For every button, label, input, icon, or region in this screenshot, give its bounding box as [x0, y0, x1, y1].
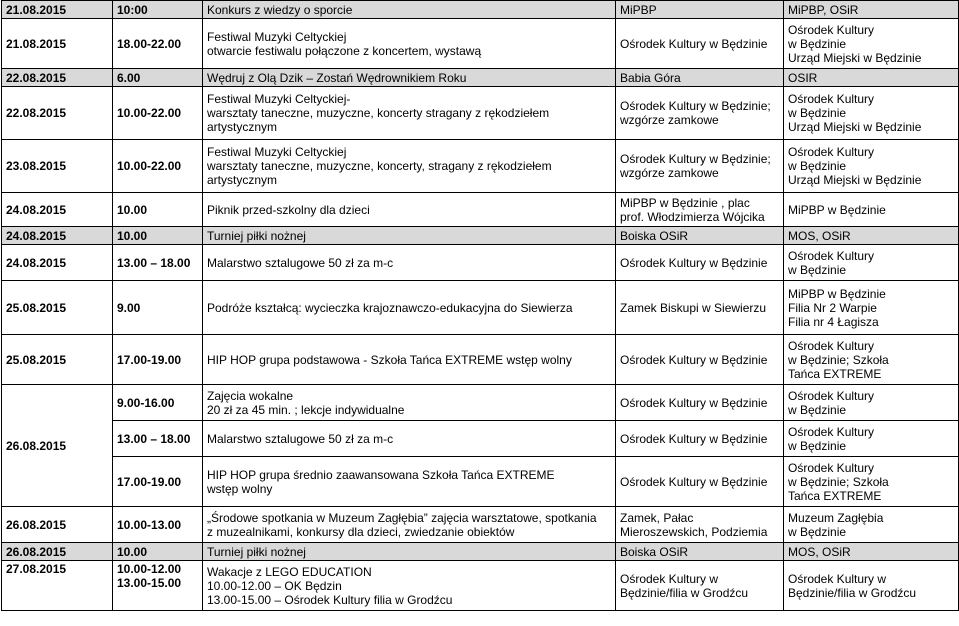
- date-cell: 22.08.2015: [2, 69, 113, 87]
- table-row: [2, 140, 959, 193]
- place-cell: Ośrodek Kultury w Będzinie: [616, 421, 784, 457]
- time-cell: 13.00 – 18.00: [113, 421, 203, 457]
- event-cell: Turniej piłki nożnej: [203, 227, 616, 245]
- organizer-cell: Ośrodek Kultury w Będzinie: [784, 385, 959, 421]
- time-cell: 18.00-22.00: [113, 19, 203, 69]
- place-cell: Zamek Biskupi w Siewierzu: [616, 281, 784, 335]
- table-row: [2, 385, 959, 421]
- date-cell: 26.08.2015: [2, 385, 113, 507]
- place-cell: Ośrodek Kultury w Będzinie: [616, 19, 784, 69]
- time-cell: 10.00-22.00: [113, 140, 203, 193]
- organizer-cell: Muzeum Zagłębia w Będzinie: [784, 507, 959, 543]
- table-row: [2, 1, 959, 19]
- place-cell: Boiska OSiR: [616, 227, 784, 245]
- organizer-cell: MiPBP w Będzinie Filia Nr 2 Warpie Filia nr 4 Łagisza: [784, 281, 959, 335]
- place-cell: Ośrodek Kultury w Będzinie; wzgórze zamkowe: [616, 87, 784, 140]
- event-cell: Malarstwo sztalugowe 50 zł za m-c: [203, 245, 616, 281]
- place-cell: Babia Góra: [616, 69, 784, 87]
- event-cell: Podróże kształcą: wycieczka krajoznawczo-edukacyjna do Siewierza: [203, 281, 616, 335]
- organizer-cell: Ośrodek Kultury w Będzinie; Szkoła Tańca EXTREME: [784, 335, 959, 385]
- table-row: [2, 245, 959, 281]
- date-cell: 21.08.2015: [2, 19, 113, 69]
- event-cell: Festiwal Muzyki Celtyckiej otwarcie festiwalu połączone z koncertem, wystawą: [203, 19, 616, 69]
- organizer-cell: Ośrodek Kultury w Będzinie: [784, 245, 959, 281]
- event-cell: Zajęcia wokalne 20 zł za 45 min. ; lekcje indywidualne: [203, 385, 616, 421]
- time-cell: 10.00: [113, 227, 203, 245]
- schedule-table: [1, 0, 959, 611]
- organizer-cell: Ośrodek Kultury w Będzinie Urząd Miejski w Będzinie: [784, 140, 959, 193]
- place-cell: Ośrodek Kultury w Będzinie; wzgórze zamkowe: [616, 140, 784, 193]
- event-cell: „Środowe spotkania w Muzeum Zagłębia” zajęcia warsztatowe, spotkania z muzealnikami, konkursy dla dzieci, zwiedzanie obiektów: [203, 507, 616, 543]
- date-cell: 24.08.2015: [2, 193, 113, 227]
- table-row: [2, 543, 959, 561]
- table-row: [2, 87, 959, 140]
- place-cell: Zamek, Pałac Mieroszewskich, Podziemia: [616, 507, 784, 543]
- event-cell: Konkurs z wiedzy o sporcie: [203, 1, 616, 19]
- date-cell: 25.08.2015: [2, 281, 113, 335]
- date-cell: 27.08.2015: [2, 561, 113, 611]
- event-cell: Turniej piłki nożnej: [203, 543, 616, 561]
- time-cell: 13.00 – 18.00: [113, 245, 203, 281]
- place-cell: MiPBP w Będzinie , plac prof. Włodzimierza Wójcika: [616, 193, 784, 227]
- place-cell: Boiska OSiR: [616, 543, 784, 561]
- table-row: [2, 69, 959, 87]
- time-cell: 6.00: [113, 69, 203, 87]
- table-row: [2, 335, 959, 385]
- organizer-cell: Ośrodek Kultury w Będzinie/filia w Grodźcu: [784, 561, 959, 611]
- time-cell: 10.00-12.00 13.00-15.00: [113, 561, 203, 611]
- organizer-cell: MOS, OSiR: [784, 543, 959, 561]
- date-cell: 23.08.2015: [2, 140, 113, 193]
- time-cell: 10:00: [113, 1, 203, 19]
- table-row: [2, 457, 959, 507]
- organizer-cell: Ośrodek Kultury w Będzinie Urząd Miejski w Będzinie: [784, 87, 959, 140]
- organizer-cell: OSIR: [784, 69, 959, 87]
- table-row: [2, 561, 959, 611]
- table-row: [2, 193, 959, 227]
- date-cell: 26.08.2015: [2, 543, 113, 561]
- time-cell: 9.00-16.00: [113, 385, 203, 421]
- event-cell: Piknik przed-szkolny dla dzieci: [203, 193, 616, 227]
- organizer-cell: MOS, OSiR: [784, 227, 959, 245]
- place-cell: Ośrodek Kultury w Będzinie/filia w Grodźcu: [616, 561, 784, 611]
- date-cell: 24.08.2015: [2, 245, 113, 281]
- place-cell: MiPBP: [616, 1, 784, 19]
- table-row: [2, 507, 959, 543]
- organizer-cell: Ośrodek Kultury w Będzinie; Szkoła Tańca EXTREME: [784, 457, 959, 507]
- date-cell: 24.08.2015: [2, 227, 113, 245]
- time-cell: 17.00-19.00: [113, 335, 203, 385]
- time-cell: 10.00: [113, 543, 203, 561]
- table-row: [2, 227, 959, 245]
- date-cell: 21.08.2015: [2, 1, 113, 19]
- date-cell: 22.08.2015: [2, 87, 113, 140]
- organizer-cell: Ośrodek Kultury w Będzinie Urząd Miejski w Będzinie: [784, 19, 959, 69]
- time-cell: 9.00: [113, 281, 203, 335]
- table-row: [2, 19, 959, 69]
- place-cell: Ośrodek Kultury w Będzinie: [616, 245, 784, 281]
- organizer-cell: MiPBP, OSiR: [784, 1, 959, 19]
- organizer-cell: Ośrodek Kultury w Będzinie: [784, 421, 959, 457]
- date-cell: 25.08.2015: [2, 335, 113, 385]
- time-cell: 10.00-22.00: [113, 87, 203, 140]
- date-cell: 26.08.2015: [2, 507, 113, 543]
- table-row: [2, 281, 959, 335]
- time-cell: 17.00-19.00: [113, 457, 203, 507]
- event-cell: Festiwal Muzyki Celtyckiej warsztaty taneczne, muzyczne, koncerty, stragany z rękodziełem artystycznym: [203, 140, 616, 193]
- time-cell: 10.00: [113, 193, 203, 227]
- event-cell: Festiwal Muzyki Celtyckiej- warsztaty taneczne, muzyczne, koncerty stragany z rękodziełem artystycznym: [203, 87, 616, 140]
- event-cell: Wędruj z Olą Dzik – Zostań Wędrownikiem Roku: [203, 69, 616, 87]
- organizer-cell: MiPBP w Będzinie: [784, 193, 959, 227]
- table-row: [2, 421, 959, 457]
- place-cell: Ośrodek Kultury w Będzinie: [616, 457, 784, 507]
- event-cell: Malarstwo sztalugowe 50 zł za m-c: [203, 421, 616, 457]
- event-cell: Wakacje z LEGO EDUCATION 10.00-12.00 – OK Będzin 13.00-15.00 – Ośrodek Kultury filia w Grodźcu: [203, 561, 616, 611]
- place-cell: Ośrodek Kultury w Będzinie: [616, 385, 784, 421]
- place-cell: Ośrodek Kultury w Będzinie: [616, 335, 784, 385]
- event-cell: HIP HOP grupa średnio zaawansowana Szkoła Tańca EXTREME wstęp wolny: [203, 457, 616, 507]
- event-cell: HIP HOP grupa podstawowa - Szkoła Tańca EXTREME wstęp wolny: [203, 335, 616, 385]
- time-cell: 10.00-13.00: [113, 507, 203, 543]
